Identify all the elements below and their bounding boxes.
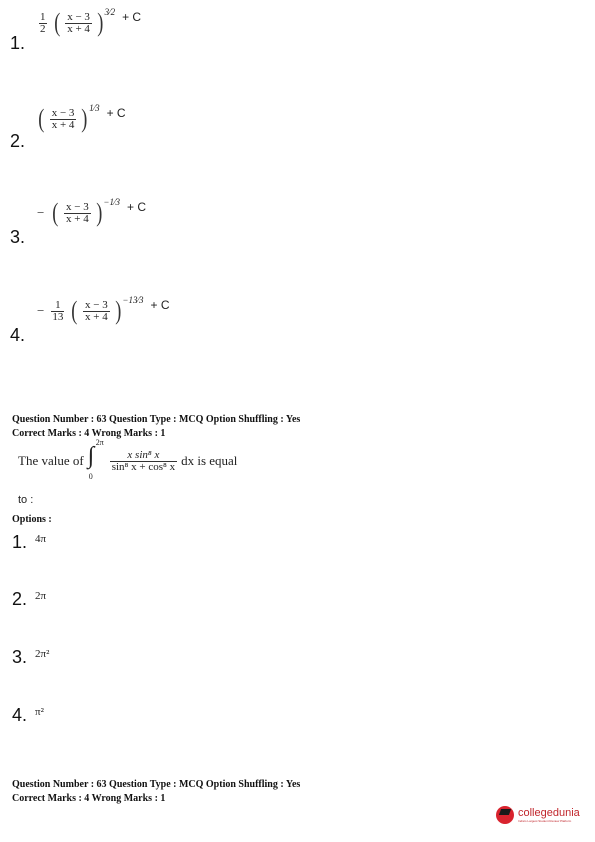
option-value: 4π — [35, 533, 47, 545]
base-fraction: $\frac{x - 3}{x + 4}$ — [67, 10, 90, 35]
exponent: −13⁄3 — [122, 294, 144, 305]
stem-prefix: The value of — [18, 453, 84, 468]
stem-tail: to : — [18, 494, 34, 506]
option-value: 2π — [35, 590, 47, 602]
answer-option-3[interactable] — [12, 647, 49, 668]
integral-sign: ∫ 2π 0 — [87, 438, 104, 481]
question-stem — [18, 438, 238, 481]
option-number: 2. — [10, 130, 26, 151]
next-question-header-line-2: Correct Marks : 4 Wrong Marks : 1 — [12, 793, 166, 804]
exponent: 1⁄3 — [89, 102, 100, 113]
question-header-line-2: Correct Marks : 4 Wrong Marks : 1 — [12, 428, 166, 439]
option-value: 2π² — [35, 648, 50, 660]
stem-suffix: dx is equal — [181, 453, 238, 468]
exponent: −1⁄3 — [103, 196, 120, 207]
coefficient-fraction: $\frac{1}{13}$ — [52, 298, 64, 323]
constant: + C — [150, 297, 170, 312]
base-fraction: $\frac{x - 3}{x + 4}$ — [66, 200, 89, 225]
constant: + C — [122, 9, 142, 24]
prev-option-1: 1. $\frac{1}{2}$ ( $\frac{x - 3}{x + 4}$ )$^{3⁄2}$ $^{+ C}$ — [10, 6, 142, 53]
graduate-cap-icon — [496, 806, 514, 824]
option-number: 4. — [12, 705, 28, 725]
integrand-fraction: $\frac{\text{x sin⁸ x}}{\text{sin⁸ x + cos⁸ x}}$ — [111, 448, 176, 473]
constant: + C — [106, 105, 126, 120]
option-number: 2. — [12, 589, 28, 609]
minus-sign: − — [37, 205, 45, 220]
options-label: Options : — [12, 514, 52, 525]
option-number: 3. — [12, 647, 28, 667]
option-number: 1. — [10, 32, 26, 53]
option-number: 3. — [10, 226, 26, 247]
answer-option-2[interactable] — [12, 589, 46, 610]
question-header-line-1: Question Number : 63 Question Type : MCQ Option Shuffling : Yes — [12, 414, 301, 425]
coefficient-fraction: $\frac{1}{2}$ — [40, 10, 46, 35]
option-number: 4. — [10, 324, 26, 345]
answer-option-4[interactable] — [12, 705, 44, 726]
option-number: 1. — [12, 532, 28, 552]
integral-lower-limit: 0 — [88, 472, 93, 481]
next-question-header-line-1: Question Number : 63 Question Type : MCQ Option Shuffling : Yes — [12, 779, 301, 790]
base-fraction: $\frac{x - 3}{x + 4}$ — [51, 106, 75, 131]
logo-brand: collegedunia — [518, 806, 580, 819]
minus-sign: − — [37, 303, 45, 318]
prev-option-3: 3. − ( $\frac{x - 3}{x + 4}$ )$^{-1⁄3}$ $^{+ C}$ — [10, 196, 147, 247]
option-value: π² — [35, 706, 44, 718]
integral-upper-limit: 2π — [95, 438, 104, 447]
prev-option-4: 4. − $\frac{1}{13}$ ( $\frac{x - 3}{x + 4}$ )$^{-13⁄3}$ $^{+ C}$ — [10, 294, 170, 345]
exponent: 3⁄2 — [104, 6, 116, 17]
constant: + C — [127, 199, 147, 214]
prev-option-2: 2. ( $\frac{x - 3}{x + 4}$ )$^{1⁄3}$ $^{+ C}$ — [10, 102, 126, 151]
answer-option-1[interactable] — [12, 532, 46, 553]
base-fraction: $\frac{x - 3}{x + 4}$ — [85, 298, 108, 323]
collegedunia-logo — [496, 806, 580, 824]
logo-tagline: India's Largest Student Review Platform — [518, 818, 572, 823]
